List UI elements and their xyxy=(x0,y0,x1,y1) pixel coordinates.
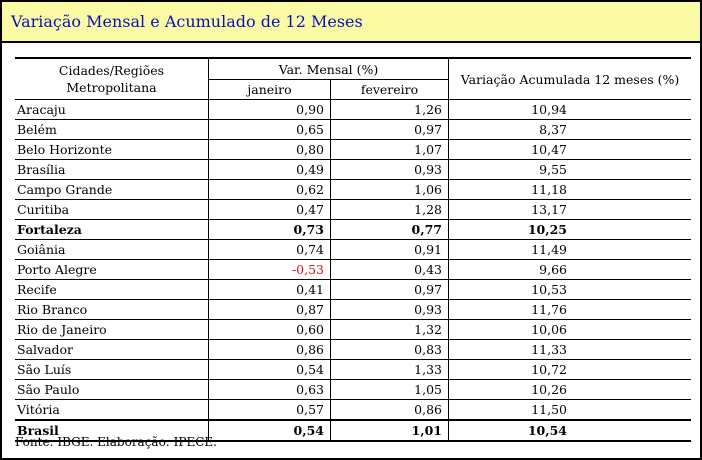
cell-acc: 13,17 xyxy=(449,200,692,220)
header-acumulada: Variação Acumulada 12 meses (%) xyxy=(449,58,692,100)
cell-jan: 0,74 xyxy=(209,240,331,260)
table-row xyxy=(15,340,691,360)
table-row xyxy=(15,280,691,300)
cell-city: Curitiba xyxy=(15,200,209,220)
cell-city: São Paulo xyxy=(15,380,209,400)
cell-feb: 1,01 xyxy=(331,420,449,441)
header-city-line2: Metropolitana xyxy=(66,80,157,95)
cell-acc: 11,76 xyxy=(449,300,692,320)
cell-feb: 1,33 xyxy=(331,360,449,380)
cell-jan: 0,60 xyxy=(209,320,331,340)
cell-city: Brasil xyxy=(15,420,209,441)
table-row xyxy=(15,260,691,280)
cell-jan: 0,63 xyxy=(209,380,331,400)
cell-jan: 0,57 xyxy=(209,400,331,421)
cell-acc: 11,49 xyxy=(449,240,692,260)
cell-feb: 0,83 xyxy=(331,340,449,360)
cell-feb: 1,06 xyxy=(331,180,449,200)
table-row xyxy=(15,160,691,180)
cell-city: Rio de Janeiro xyxy=(15,320,209,340)
cell-city: Brasília xyxy=(15,160,209,180)
cell-city: Recife xyxy=(15,280,209,300)
cell-city: Belém xyxy=(15,120,209,140)
table-row xyxy=(15,400,691,421)
cell-jan: 0,47 xyxy=(209,200,331,220)
cell-city: Aracaju xyxy=(15,100,209,120)
cell-feb: 0,86 xyxy=(331,400,449,421)
cell-jan: 0,41 xyxy=(209,280,331,300)
header-var-mensal: Var. Mensal (%) xyxy=(209,58,449,80)
cell-feb: 0,91 xyxy=(331,240,449,260)
cell-city: Rio Branco xyxy=(15,300,209,320)
cell-jan: 0,73 xyxy=(209,220,331,240)
table-row xyxy=(15,300,691,320)
cell-city: São Luís xyxy=(15,360,209,380)
cell-jan: 0,54 xyxy=(209,360,331,380)
cell-feb: 1,05 xyxy=(331,380,449,400)
cell-feb: 1,32 xyxy=(331,320,449,340)
cell-city: Campo Grande xyxy=(15,180,209,200)
cell-city: Belo Horizonte xyxy=(15,140,209,160)
cell-city: Porto Alegre xyxy=(15,260,209,280)
cell-city: Vitória xyxy=(15,400,209,421)
cell-feb: 0,97 xyxy=(331,280,449,300)
source-note: Fonte: IBGE. Elaboração: IPECE. xyxy=(15,435,217,449)
cell-city: Fortaleza xyxy=(15,220,209,240)
cell-feb: 1,26 xyxy=(331,100,449,120)
cell-jan: 0,54 xyxy=(209,420,331,441)
cell-jan: 0,87 xyxy=(209,300,331,320)
table-row xyxy=(15,140,691,160)
header-janeiro: janeiro xyxy=(209,80,331,100)
table-row xyxy=(15,380,691,400)
table-row xyxy=(15,320,691,340)
cell-acc: 10,72 xyxy=(449,360,692,380)
table-row xyxy=(15,240,691,260)
table-title: Variação Mensal e Acumulado de 12 Meses xyxy=(11,12,363,31)
cell-feb: 0,43 xyxy=(331,260,449,280)
table-body xyxy=(15,100,691,442)
header-city-line1: Cidades/Regiões xyxy=(58,63,165,78)
cell-acc: 10,94 xyxy=(449,100,692,120)
table-row xyxy=(15,360,691,380)
title-bar xyxy=(2,2,700,43)
header-fevereiro: fevereiro xyxy=(331,80,449,100)
table-row xyxy=(15,180,691,200)
cell-feb: 0,93 xyxy=(331,160,449,180)
cell-jan: 0,65 xyxy=(209,120,331,140)
cell-acc: 10,25 xyxy=(449,220,692,240)
cell-acc: 10,06 xyxy=(449,320,692,340)
cell-feb: 0,93 xyxy=(331,300,449,320)
cell-feb: 0,77 xyxy=(331,220,449,240)
table-row xyxy=(15,200,691,220)
cell-acc: 11,33 xyxy=(449,340,692,360)
cell-acc: 10,53 xyxy=(449,280,692,300)
cell-feb: 0,97 xyxy=(331,120,449,140)
cell-feb: 1,07 xyxy=(331,140,449,160)
table-row xyxy=(15,100,691,120)
cell-city: Salvador xyxy=(15,340,209,360)
cell-acc: 11,18 xyxy=(449,180,692,200)
data-table xyxy=(15,57,691,442)
cell-jan: 0,62 xyxy=(209,180,331,200)
cell-acc: 9,55 xyxy=(449,160,692,180)
cell-city: Goiânia xyxy=(15,240,209,260)
cell-jan: 0,80 xyxy=(209,140,331,160)
cell-jan: -0,53 xyxy=(209,260,331,280)
header-city xyxy=(15,58,209,100)
cell-acc: 11,50 xyxy=(449,400,692,421)
cell-acc: 8,37 xyxy=(449,120,692,140)
table-row xyxy=(15,120,691,140)
cell-feb: 1,28 xyxy=(331,200,449,220)
table-row xyxy=(15,220,691,240)
cell-jan: 0,49 xyxy=(209,160,331,180)
cell-acc: 10,47 xyxy=(449,140,692,160)
cell-acc: 9,66 xyxy=(449,260,692,280)
cell-jan: 0,86 xyxy=(209,340,331,360)
cell-jan: 0,90 xyxy=(209,100,331,120)
cell-acc: 10,54 xyxy=(449,420,692,441)
cell-acc: 10,26 xyxy=(449,380,692,400)
